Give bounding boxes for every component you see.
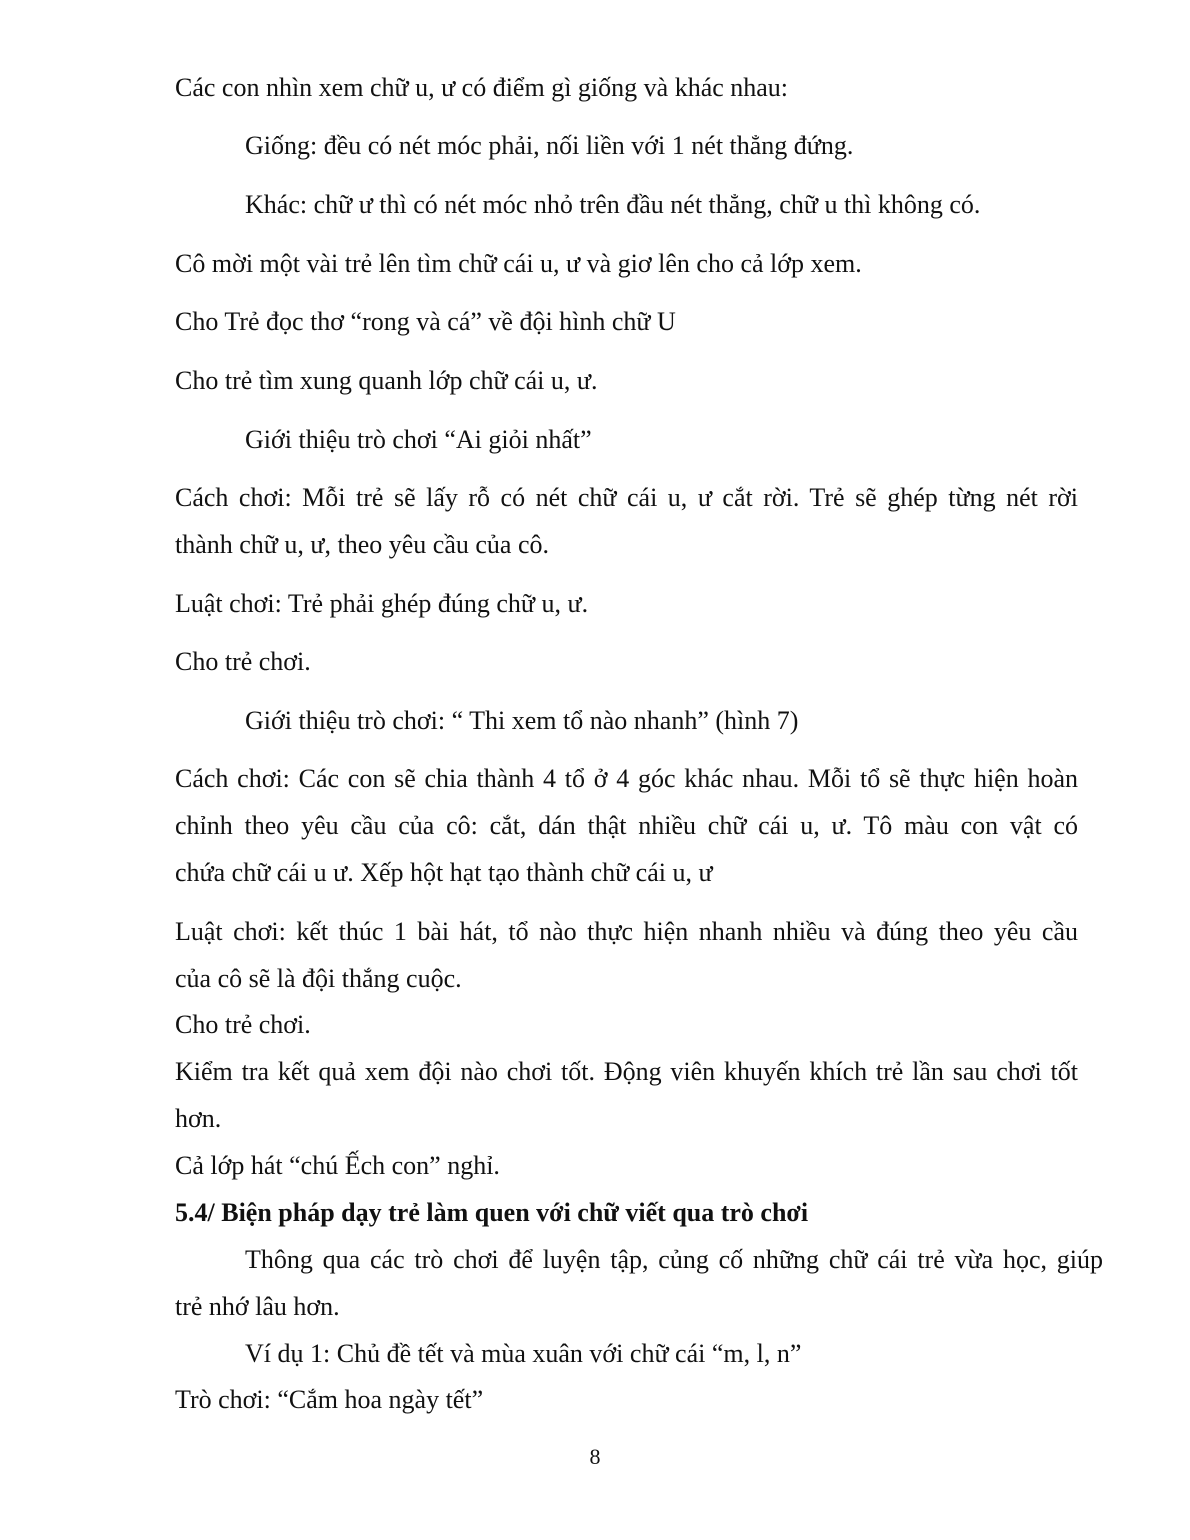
text-line: thành chữ u, ư, theo yêu cầu của cô. — [175, 530, 549, 559]
text-line: chứa chữ cái u ư. Xếp hột hạt tạo thành chữ cái u, ư — [175, 858, 713, 887]
text-line: Luật chơi: Trẻ phải ghép đúng chữ u, ư. — [175, 589, 589, 618]
text-line: Cho trẻ chơi. — [175, 647, 311, 676]
section-heading: 5.4/ Biện pháp dạy trẻ làm quen với chữ viết qua trò chơi — [175, 1198, 809, 1227]
text-line: Ví dụ 1: Chủ đề tết và mùa xuân với chữ cái “m, l, n” — [245, 1339, 802, 1368]
text-line: Cho Trẻ đọc thơ “rong và cá” về đội hình chữ U — [175, 307, 676, 336]
text-line: chỉnh theo yêu cầu của cô: cắt, dán thật nhiều chữ cái u, ư. Tô màu con vật có — [175, 811, 1078, 840]
text-line: Cô mời một vài trẻ lên tìm chữ cái u, ư và giơ lên cho cả lớp xem. — [175, 249, 862, 278]
text-line: Giống: đều có nét móc phải, nối liền với 1 nét thẳng đứng. — [245, 131, 854, 160]
text-line: Kiểm tra kết quả xem đội nào chơi tốt. Động viên khuyến khích trẻ lần sau chơi tốt — [175, 1057, 1078, 1086]
text-line: Cho trẻ chơi. — [175, 1010, 311, 1039]
text-line: hơn. — [175, 1104, 222, 1133]
text-line: Cách chơi: Mỗi trẻ sẽ lấy rỗ có nét chữ cái u, ư cắt rời. Trẻ sẽ ghép từng nét rời — [175, 483, 1078, 512]
text-line: Cách chơi: Các con sẽ chia thành 4 tổ ở 4 góc khác nhau. Mỗi tổ sẽ thực hiện hoàn — [175, 764, 1078, 793]
text-line: Giới thiệu trò chơi: “ Thi xem tổ nào nhanh” (hình 7) — [245, 706, 799, 735]
text-line: Khác: chữ ư thì có nét móc nhỏ trên đầu nét thẳng, chữ u thì không có. — [245, 190, 981, 219]
text-line: Các con nhìn xem chữ u, ư có điểm gì giống và khác nhau: — [175, 73, 789, 102]
text-line: Cả lớp hát “chú Ếch con” nghỉ. — [175, 1151, 500, 1180]
text-line: của cô sẽ là đội thắng cuộc. — [175, 964, 462, 993]
text-line: Giới thiệu trò chơi “Ai giỏi nhất” — [245, 425, 592, 454]
page-number: 8 — [589, 1444, 601, 1469]
text-line: Luật chơi: kết thúc 1 bài hát, tổ nào thực hiện nhanh nhiều và đúng theo yêu cầu — [175, 917, 1078, 946]
text-line: trẻ nhớ lâu hơn. — [175, 1292, 340, 1321]
text-line: Cho trẻ tìm xung quanh lớp chữ cái u, ư. — [175, 366, 598, 395]
text-line: Trò chơi: “Cắm hoa ngày tết” — [175, 1385, 484, 1414]
text-line: Thông qua các trò chơi để luyện tập, củng cố những chữ cái trẻ vừa học, giúp — [245, 1245, 1103, 1274]
